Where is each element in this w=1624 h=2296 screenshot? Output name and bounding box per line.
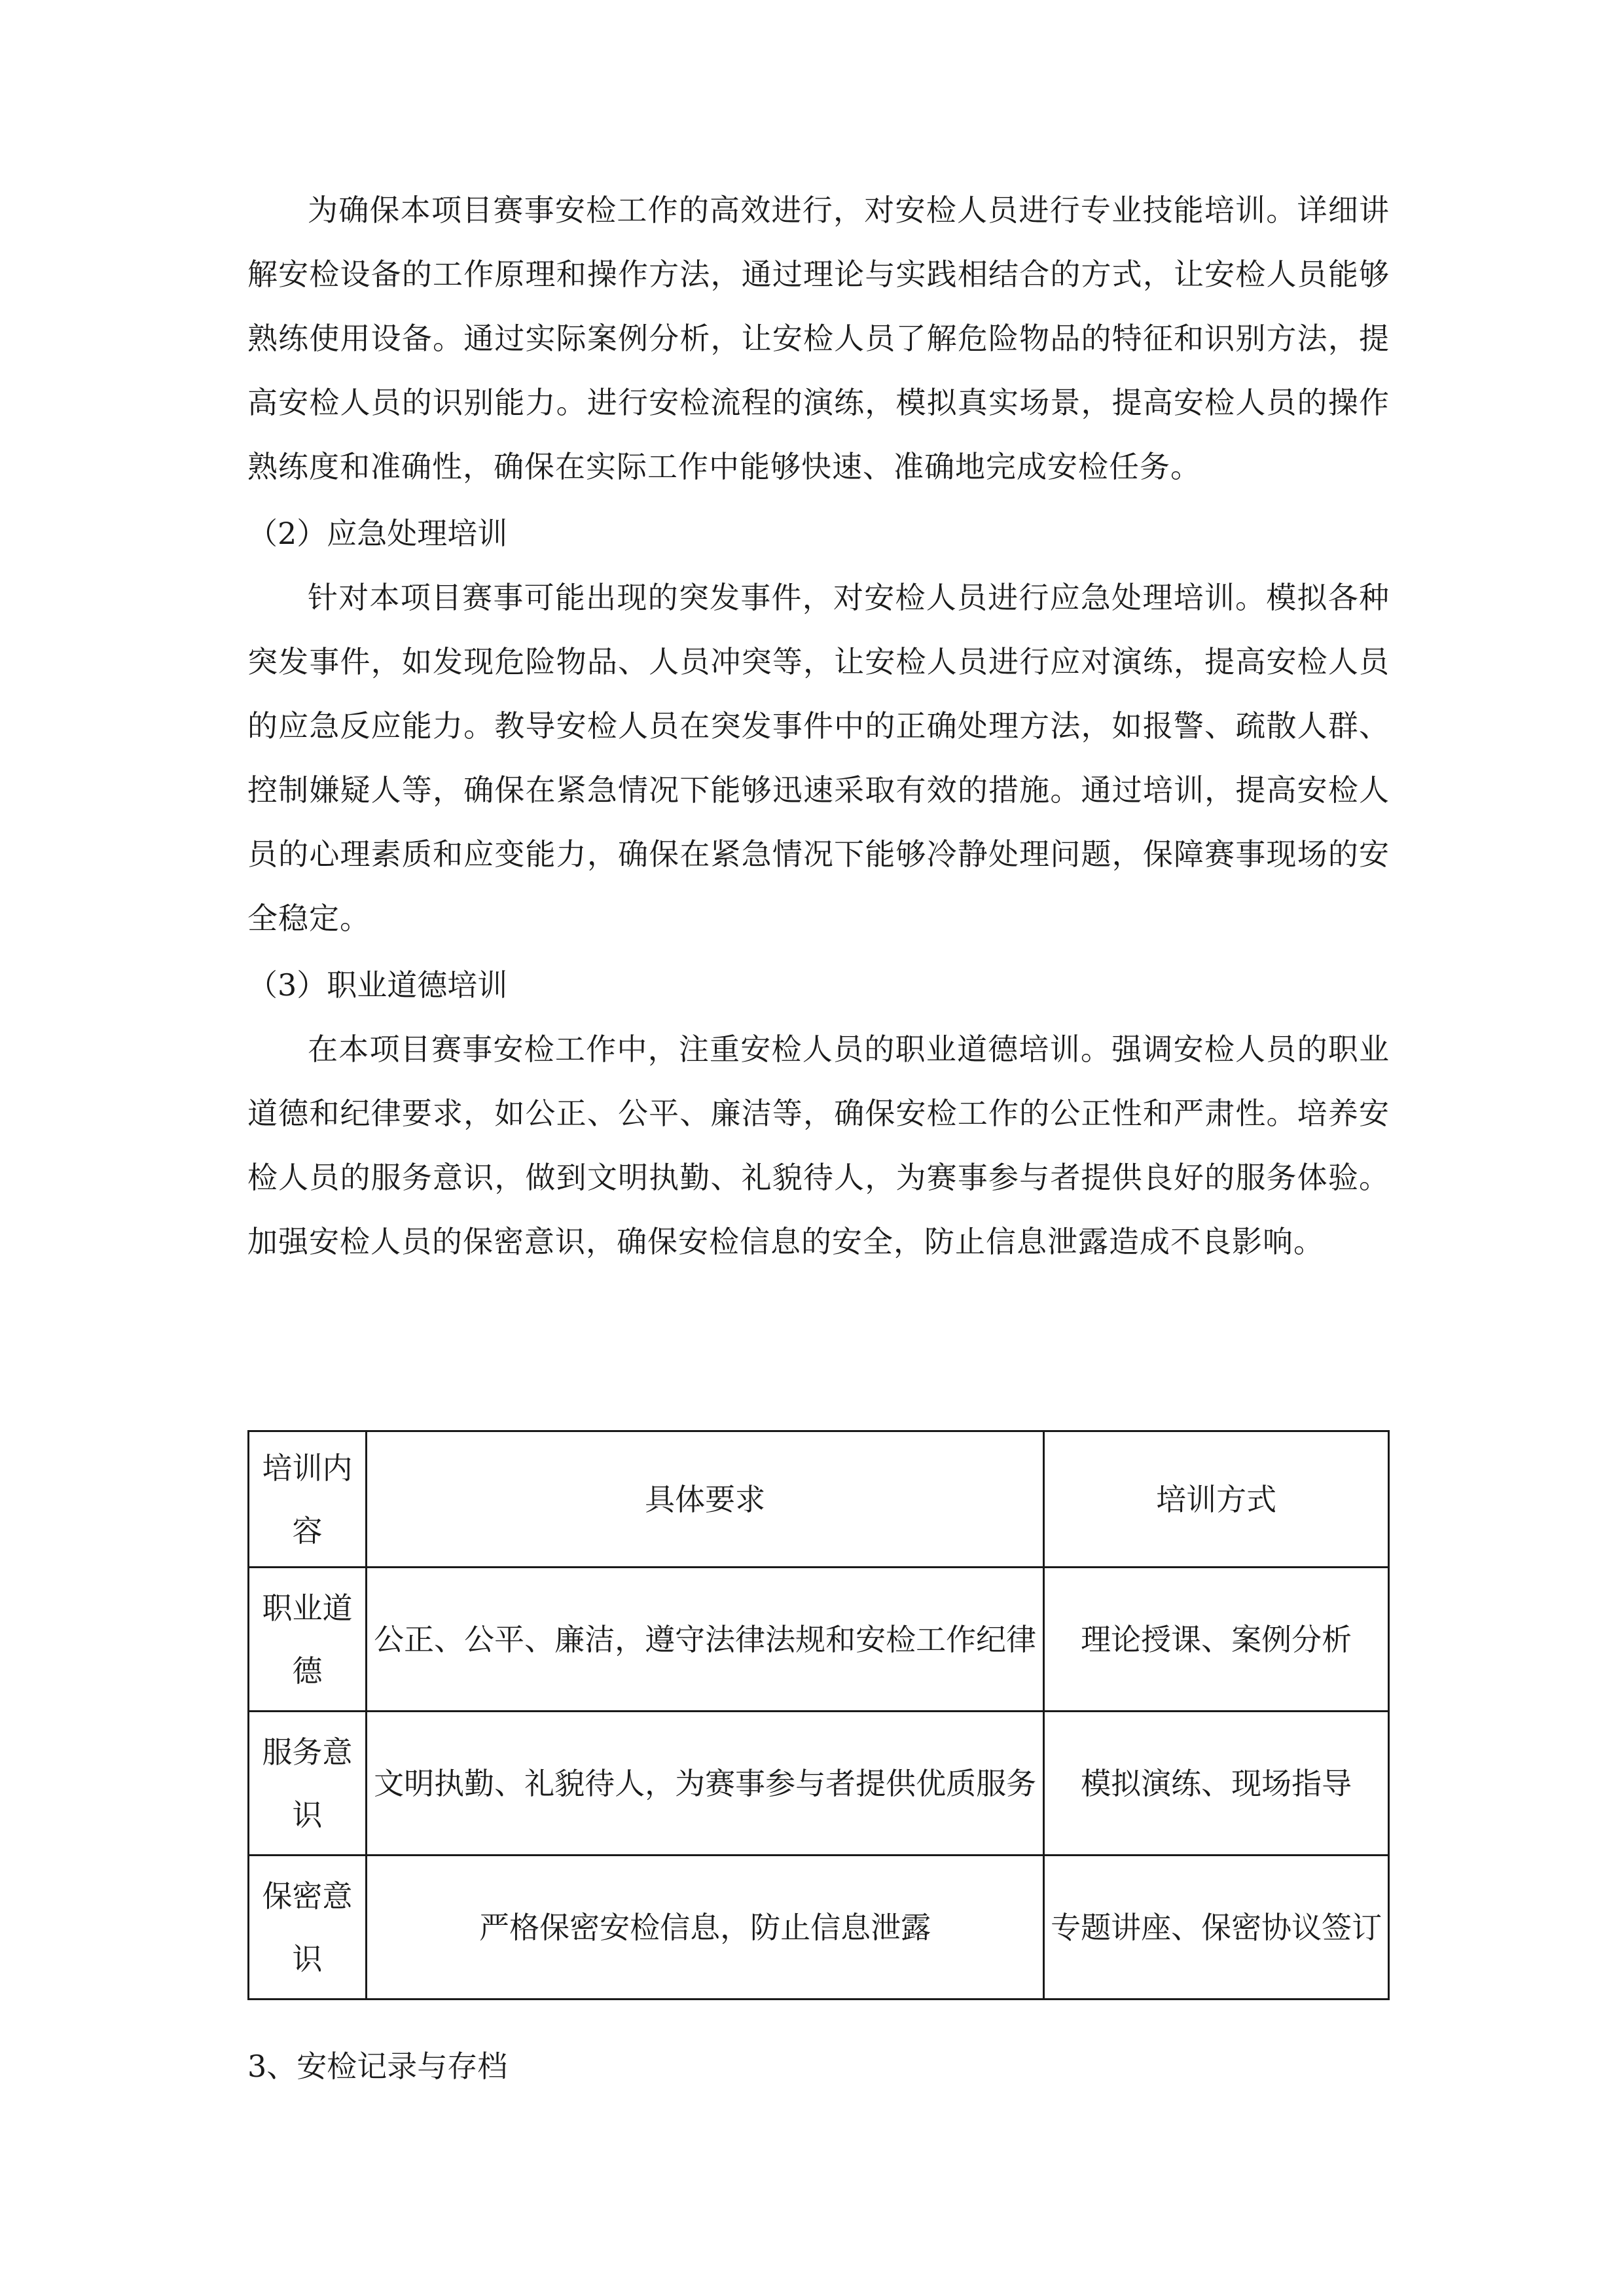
table-row — [249, 1568, 1389, 1712]
emergency-training-paragraph: 针对本项目赛事可能出现的突发事件，对安检人员进行应急处理培训。模拟各种突发事件，如发现危险物品、人员冲突等，让安检人员进行应对演练，提高安检人员的应急反应能力。教导安检人员在突发事件中的正确处理方法，如报警、疏散人群、控制嫌疑人等，确保在紧急情况下能够迅速采取有效的措施。通过培训，提高安检人员的心理素质和应变能力，确保在紧急情况下能够冷静处理问题，保障赛事现场的安全稳定。 — [247, 580, 1390, 936]
training-table — [247, 1430, 1390, 2000]
table-cell: 模拟演练、现场指导 — [1044, 1712, 1389, 1856]
ethics-training-heading: （3）职业道德培训 — [247, 967, 508, 1003]
table-cell: 公正、公平、廉洁，遵守法律法规和安检工作纪律 — [367, 1568, 1044, 1712]
document-body — [247, 178, 1390, 1274]
table-header-cell: 具体要求 — [367, 1431, 1044, 1568]
table-header-row — [249, 1431, 1389, 1568]
section-heading: 3、安检记录与存档 — [247, 2049, 508, 2084]
emergency-training-heading: （2）应急处理培训 — [247, 516, 508, 551]
table-cell: 文明执勤、礼貌待人，为赛事参与者提供优质服务 — [367, 1712, 1044, 1856]
table-cell: 职业道德 — [249, 1568, 367, 1712]
table-cell: 专题讲座、保密协议签订 — [1044, 1856, 1389, 2000]
table-cell: 严格保密安检信息，防止信息泄露 — [367, 1856, 1044, 2000]
table-cell: 保密意识 — [249, 1856, 367, 2000]
table-header-cell: 培训方式 — [1044, 1431, 1389, 1568]
table-cell: 理论授课、案例分析 — [1044, 1568, 1389, 1712]
table-row — [249, 1856, 1389, 2000]
table-row — [249, 1712, 1389, 1856]
table-header-cell: 培训内容 — [249, 1431, 367, 1568]
table-cell: 服务意识 — [249, 1712, 367, 1856]
skills-training-paragraph: 为确保本项目赛事安检工作的高效进行，对安检人员进行专业技能培训。详细讲解安检设备的工作原理和操作方法，通过理论与实践相结合的方式，让安检人员能够熟练使用设备。通过实际案例分析，让安检人员了解危险物品的特征和识别方法，提高安检人员的识别能力。进行安检流程的演练，模拟真实场景，提高安检人员的操作熟练度和准确性，确保在实际工作中能够快速、准确地完成安检任务。 — [247, 192, 1390, 484]
ethics-training-paragraph: 在本项目赛事安检工作中，注重安检人员的职业道德培训。强调安检人员的职业道德和纪律要求，如公正、公平、廉洁等，确保安检工作的公正性和严肃性。培养安检人员的服务意识，做到文明执勤、礼貌待人，为赛事参与者提供良好的服务体验。加强安检人员的保密意识，确保安检信息的安全，防止信息泄露造成不良影响。 — [247, 1031, 1390, 1259]
